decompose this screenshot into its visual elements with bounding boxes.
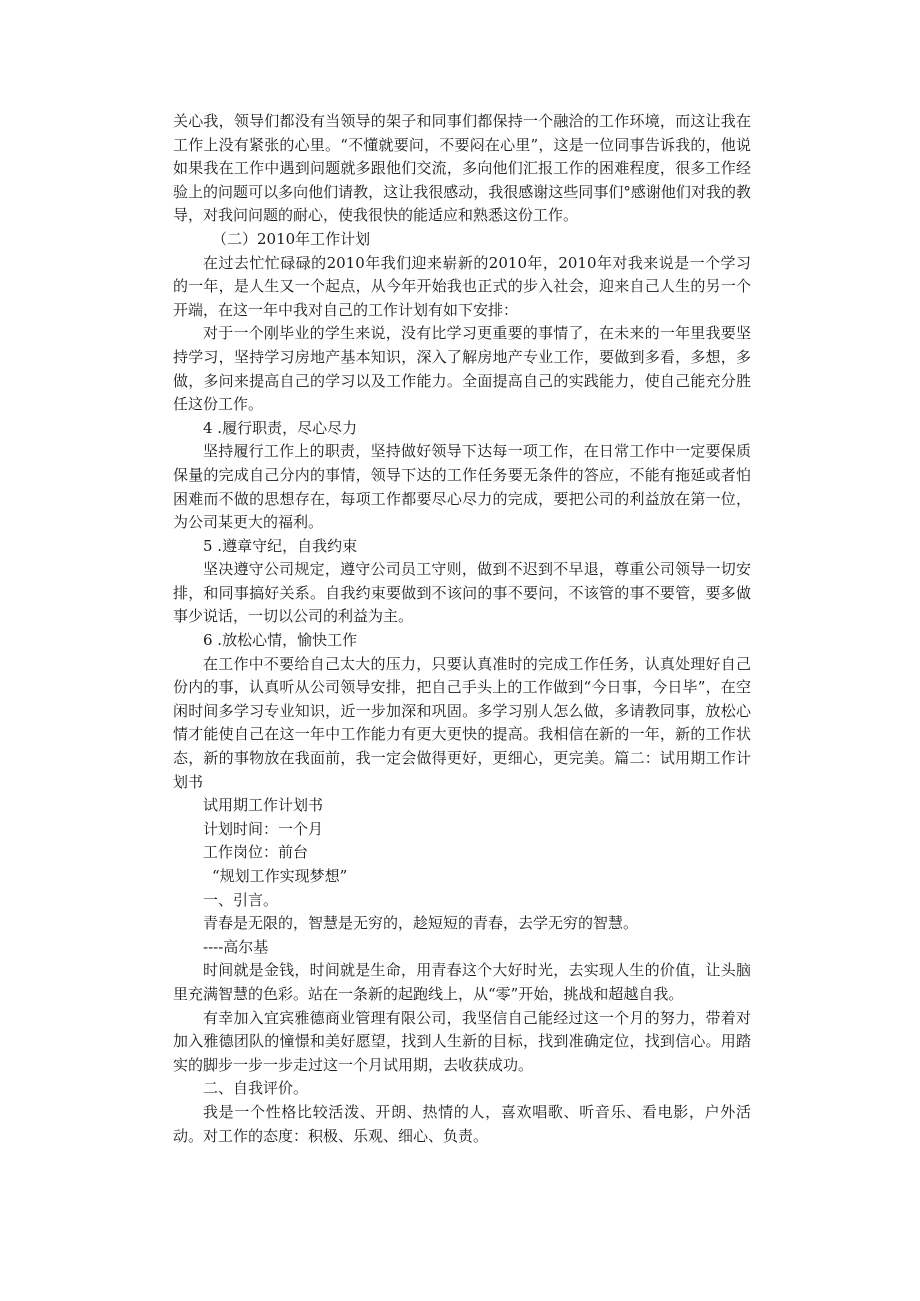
- paragraph-6: 在工作中不要给自己太大的压力，只要认真准时的完成工作任务，认真处理好自己份内的事，认真听从公司领导安排，把自己手头上的工作做到“今日事，今日毕”，在空闲时间多学习专业知识，近一步加深和巩固。多学习别人怎么做，多请教同事，放松心情才能使自己在这一年中工作能力有更大更快的提高。我相信在新的一年，新的工作状态，新的事物放在我面前，我一定会做得更好，更细心，更完美。篇二：试用期工作计划书: [173, 654, 751, 791]
- paragraph-2: 在过去忙忙碌碌的2010年我们迎来崭新的2010年，2010年对我来说是一个学习的一年，是人生又一个起点，从今年开始我也正式的步入社会，迎来自己人生的另一个开端，在这一年中我对自己的工作计划有如下安排：: [173, 253, 751, 319]
- quote-heading: “规划工作实现梦想”: [212, 867, 348, 885]
- paragraph-7: 试用期工作计划书: [203, 796, 324, 815]
- heading-item-5: 5 .遵章守纪，自我约束: [203, 536, 358, 555]
- section-heading-2010-plan: （二）2010年工作计划: [212, 229, 371, 248]
- paragraph-16: 我是一个性格比较活泼、开朗、热情的人，喜欢唱歌、听音乐、看电影，户外活动。对工作的态度：积极、乐观、细心、负责。: [173, 1102, 751, 1145]
- paragraph-14: 有幸加入宜宾雅德商业管理有限公司，我坚信自己能经过这一个月的努力，带着对加入雅德团队的憧憬和美好愿望，找到人生新的目标，找到准确定位，找到信心。用踏实的脚步一步一步走过这一个月试用期，去收获成功。: [173, 1008, 751, 1074]
- heading-item-6: 6 .放松心情，愉快工作: [203, 631, 358, 650]
- heading-item-4: 4 .履行职责，尽心尽力: [203, 418, 358, 437]
- paragraph-4: 坚持履行工作上的职责，坚持做好领导下达每一项工作，在日常工作中一定要保质保量的完成自己分内的事情，领导下达的工作任务要无条件的答应，不能有拖延或者怕困难而不做的思想存在，每项工作都要尽心尽力的完成，要把公司的利益放在第一位，为公司某更大的福利。: [173, 442, 751, 532]
- paragraph-5: 坚决遵守公司规定，遵守公司员工守则，做到不迟到不早退，尊重公司领导一切安排，和同事搞好关系。自我约束要做到不该问的事不要问，不该管的事不要管，要多做事少说话，一切以公司的利益为主。: [173, 560, 751, 626]
- paragraph-10: 一、引言。: [203, 890, 279, 909]
- paragraph-11: 青春是无限的，智慧是无穷的，趁短短的青春，去学无穷的智慧。: [203, 914, 639, 933]
- paragraph-1: 关心我，领导们都没有当领导的架子和同事们都保持一个融洽的工作环境，而这让我在工作上没有紧张的心里。“不懂就要问，不要闷在心里”，这是一位同事告诉我的，他说如果我在工作中遇到问题就多跟他们交流，多向他们汇报工作的困难程度，很多工作经验上的问题可以多向他们请教，这让我很感动，我很感谢这些同事们°感谢他们对我的教导，对我问问题的耐心，使我很快的能适应和熟悉这份工作。: [173, 112, 751, 225]
- paragraph-3: 对于一个刚毕业的学生来说，没有比学习更重要的事情了，在未来的一年里我要坚持学习，坚持学习房地产基本知识，深入了解房地产专业工作，要做到多看，多想，多做，多问来提高自己的学习以及工作能力。全面提高自己的实践能力，使自己能充分胜任这份工作。: [173, 324, 751, 414]
- paragraph-12: ----高尔基: [203, 937, 269, 956]
- paragraph-9: 工作岗位：前台: [203, 843, 309, 862]
- paragraph-13: 时间就是金钱，时间就是生命，用青春这个大好时光，去实现人生的价值，让头脑里充满智慧的色彩。站在一条新的起跑线上，从“零”开始，挑战和超越自我。: [173, 961, 751, 1003]
- document-body: [173, 110, 751, 1148]
- paragraph-8: 计划时间：一个月: [203, 819, 324, 838]
- paragraph-15: 二、自我评价。: [203, 1079, 309, 1098]
